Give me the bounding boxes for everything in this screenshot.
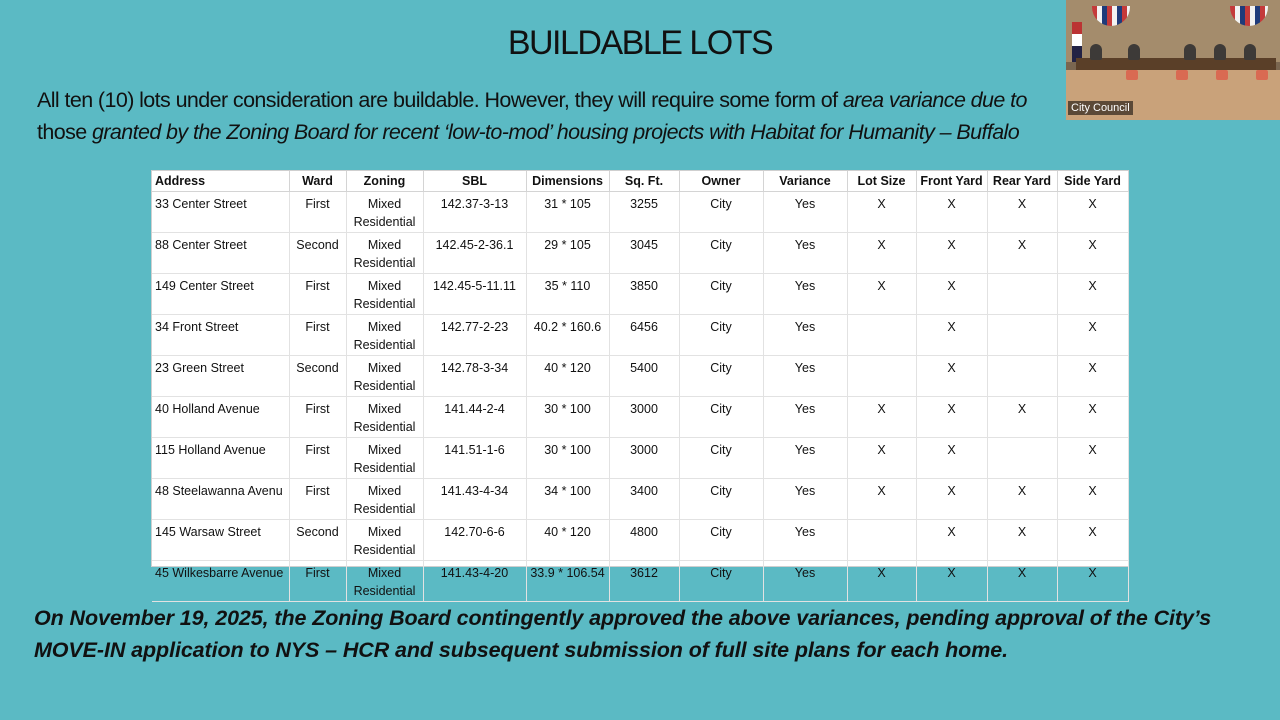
header-sbl: SBL bbox=[423, 171, 526, 191]
cell-side-yard: X bbox=[1057, 273, 1128, 314]
cell-side-yard: X bbox=[1057, 519, 1128, 560]
cell-zoning bbox=[346, 437, 423, 478]
zoning-line-2: Residential bbox=[353, 502, 416, 516]
zoning-line-2: Residential bbox=[353, 215, 416, 229]
zoning-line-1: Mixed bbox=[367, 237, 402, 252]
header-dimensions: Dimensions bbox=[526, 171, 609, 191]
cell-owner: City bbox=[679, 478, 763, 519]
cell-owner: City bbox=[679, 560, 763, 601]
cell-front-yard: X bbox=[916, 232, 987, 273]
slide-title: BUILDABLE LOTS bbox=[507, 24, 773, 62]
header-front-yard: Front Yard bbox=[916, 171, 987, 191]
cell-ward: First bbox=[289, 560, 346, 601]
cell-side-yard: X bbox=[1057, 314, 1128, 355]
cell-sbl: 142.77-2-23 bbox=[423, 314, 526, 355]
cell-address: 23 Green Street bbox=[152, 355, 289, 396]
cell-ward: First bbox=[289, 273, 346, 314]
cell-ward: First bbox=[289, 314, 346, 355]
cell-address: 40 Holland Avenue bbox=[152, 396, 289, 437]
cell-zoning bbox=[346, 519, 423, 560]
intro-line-2 bbox=[37, 116, 1077, 148]
cell-owner: City bbox=[679, 232, 763, 273]
cell-variance: Yes bbox=[763, 437, 847, 478]
header-owner: Owner bbox=[679, 171, 763, 191]
cell-ward: First bbox=[289, 396, 346, 437]
cell-rear-yard: X bbox=[987, 478, 1057, 519]
intro-part-2: those bbox=[37, 120, 92, 144]
table-row bbox=[152, 519, 1128, 560]
header-sqft: Sq. Ft. bbox=[609, 171, 679, 191]
cell-side-yard: X bbox=[1057, 396, 1128, 437]
cell-front-yard: X bbox=[916, 396, 987, 437]
cell-side-yard: X bbox=[1057, 355, 1128, 396]
intro-italic-1: area variance due to bbox=[842, 88, 1027, 112]
video-caption: City Council bbox=[1068, 101, 1133, 115]
cell-zoning bbox=[346, 232, 423, 273]
chair bbox=[1176, 70, 1188, 80]
council-member bbox=[1090, 44, 1102, 60]
cell-variance: Yes bbox=[763, 232, 847, 273]
cell-front-yard: X bbox=[916, 437, 987, 478]
table-row bbox=[152, 191, 1128, 232]
cell-owner: City bbox=[679, 191, 763, 232]
cell-variance: Yes bbox=[763, 519, 847, 560]
cell-variance: Yes bbox=[763, 273, 847, 314]
header-rear-yard: Rear Yard bbox=[987, 171, 1057, 191]
table-row bbox=[152, 396, 1128, 437]
cell-dimensions: 35 * 110 bbox=[526, 273, 609, 314]
cell-address: 45 Wilkesbarre Avenue bbox=[152, 560, 289, 601]
cell-front-yard: X bbox=[916, 191, 987, 232]
cell-front-yard: X bbox=[916, 519, 987, 560]
cell-zoning bbox=[346, 478, 423, 519]
council-member bbox=[1128, 44, 1140, 60]
zoning-line-1: Mixed bbox=[367, 360, 402, 375]
cell-dimensions: 40.2 * 160.6 bbox=[526, 314, 609, 355]
cell-address: 115 Holland Avenue bbox=[152, 437, 289, 478]
zoning-line-1: Mixed bbox=[367, 401, 402, 416]
zoning-line-1: Mixed bbox=[367, 565, 402, 580]
cell-zoning bbox=[346, 314, 423, 355]
cell-variance: Yes bbox=[763, 478, 847, 519]
cell-dimensions: 33.9 * 106.54 bbox=[526, 560, 609, 601]
cell-address: 34 Front Street bbox=[152, 314, 289, 355]
cell-sbl: 141.51-1-6 bbox=[423, 437, 526, 478]
zoning-line-2: Residential bbox=[353, 461, 416, 475]
cell-front-yard: X bbox=[916, 273, 987, 314]
cell-sbl: 141.43-4-20 bbox=[423, 560, 526, 601]
cell-rear-yard: X bbox=[987, 191, 1057, 232]
cell-dimensions: 40 * 120 bbox=[526, 355, 609, 396]
cell-lot-size: X bbox=[847, 396, 916, 437]
cell-ward: First bbox=[289, 191, 346, 232]
zoning-line-2: Residential bbox=[353, 543, 416, 557]
cell-lot-size bbox=[847, 314, 916, 355]
header-zoning: Zoning bbox=[346, 171, 423, 191]
zoning-line-2: Residential bbox=[353, 297, 416, 311]
cell-variance: Yes bbox=[763, 560, 847, 601]
lots-table-container bbox=[151, 170, 1129, 598]
cell-side-yard: X bbox=[1057, 191, 1128, 232]
cell-sqft: 3045 bbox=[609, 232, 679, 273]
cell-ward: Second bbox=[289, 355, 346, 396]
cell-dimensions: 30 * 100 bbox=[526, 437, 609, 478]
cell-sqft: 3850 bbox=[609, 273, 679, 314]
cell-lot-size: X bbox=[847, 273, 916, 314]
cell-lot-size: X bbox=[847, 560, 916, 601]
header-lot-size: Lot Size bbox=[847, 171, 916, 191]
cell-lot-size: X bbox=[847, 478, 916, 519]
cell-variance: Yes bbox=[763, 396, 847, 437]
cell-sbl: 142.70-6-6 bbox=[423, 519, 526, 560]
cell-rear-yard bbox=[987, 314, 1057, 355]
zoning-line-2: Residential bbox=[353, 584, 416, 598]
cell-sqft: 5400 bbox=[609, 355, 679, 396]
cell-zoning bbox=[346, 355, 423, 396]
zoning-line-2: Residential bbox=[353, 379, 416, 393]
cell-ward: First bbox=[289, 478, 346, 519]
cell-lot-size: X bbox=[847, 232, 916, 273]
cell-front-yard: X bbox=[916, 355, 987, 396]
closing-statement: On November 19, 2025, the Zoning Board contingently approved the above variances, pending approval of the City’s MOVE-IN application to NYS – HCR and subsequent submission of full site plans for each home. bbox=[34, 606, 1212, 662]
zoning-line-1: Mixed bbox=[367, 524, 402, 539]
intro-italic-2: granted by the Zoning Board for recent ‘low-to-mod’ housing projects with Habitat for Humanity – Buffalo bbox=[91, 120, 1020, 144]
cell-address: 88 Center Street bbox=[152, 232, 289, 273]
chair bbox=[1216, 70, 1228, 80]
cell-variance: Yes bbox=[763, 191, 847, 232]
cell-sbl: 141.43-4-34 bbox=[423, 478, 526, 519]
cell-ward: First bbox=[289, 437, 346, 478]
cell-lot-size bbox=[847, 355, 916, 396]
intro-text bbox=[37, 84, 1077, 148]
cell-address: 145 Warsaw Street bbox=[152, 519, 289, 560]
buildable-lots-table bbox=[152, 171, 1129, 602]
cell-rear-yard: X bbox=[987, 519, 1057, 560]
intro-line-1 bbox=[37, 84, 1077, 116]
council-member bbox=[1184, 44, 1196, 60]
cell-lot-size bbox=[847, 519, 916, 560]
council-member bbox=[1244, 44, 1256, 60]
cell-sqft: 3612 bbox=[609, 560, 679, 601]
cell-dimensions: 40 * 120 bbox=[526, 519, 609, 560]
cell-side-yard: X bbox=[1057, 478, 1128, 519]
cell-ward: Second bbox=[289, 519, 346, 560]
cell-dimensions: 31 * 105 bbox=[526, 191, 609, 232]
cell-address: 48 Steelawanna Avenu bbox=[152, 478, 289, 519]
zoning-line-1: Mixed bbox=[367, 442, 402, 457]
flag-icon bbox=[1072, 22, 1082, 62]
header-side-yard: Side Yard bbox=[1057, 171, 1128, 191]
zoning-line-1: Mixed bbox=[367, 196, 402, 211]
cell-sqft: 3255 bbox=[609, 191, 679, 232]
cell-zoning bbox=[346, 191, 423, 232]
cell-side-yard: X bbox=[1057, 232, 1128, 273]
zoning-line-2: Residential bbox=[353, 256, 416, 270]
table-row bbox=[152, 478, 1128, 519]
council-member bbox=[1214, 44, 1226, 60]
cell-lot-size: X bbox=[847, 191, 916, 232]
cell-owner: City bbox=[679, 273, 763, 314]
cell-zoning bbox=[346, 396, 423, 437]
cell-owner: City bbox=[679, 437, 763, 478]
cell-rear-yard: X bbox=[987, 560, 1057, 601]
cell-front-yard: X bbox=[916, 560, 987, 601]
cell-sbl: 142.37-3-13 bbox=[423, 191, 526, 232]
cell-side-yard: X bbox=[1057, 560, 1128, 601]
cell-front-yard: X bbox=[916, 478, 987, 519]
cell-rear-yard bbox=[987, 273, 1057, 314]
cell-sqft: 3000 bbox=[609, 396, 679, 437]
video-feed-inset[interactable] bbox=[1066, 0, 1280, 120]
cell-rear-yard bbox=[987, 437, 1057, 478]
header-variance: Variance bbox=[763, 171, 847, 191]
cell-sbl: 142.45-5-11.11 bbox=[423, 273, 526, 314]
table-header-row bbox=[152, 171, 1128, 191]
zoning-line-2: Residential bbox=[353, 420, 416, 434]
cell-dimensions: 29 * 105 bbox=[526, 232, 609, 273]
table-row bbox=[152, 273, 1128, 314]
cell-lot-size: X bbox=[847, 437, 916, 478]
cell-side-yard: X bbox=[1057, 437, 1128, 478]
header-ward: Ward bbox=[289, 171, 346, 191]
cell-dimensions: 30 * 100 bbox=[526, 396, 609, 437]
cell-address: 33 Center Street bbox=[152, 191, 289, 232]
cell-sqft: 3400 bbox=[609, 478, 679, 519]
cell-address: 149 Center Street bbox=[152, 273, 289, 314]
chair bbox=[1256, 70, 1268, 80]
cell-owner: City bbox=[679, 396, 763, 437]
cell-dimensions: 34 * 100 bbox=[526, 478, 609, 519]
cell-sqft: 3000 bbox=[609, 437, 679, 478]
cell-sbl: 141.44-2-4 bbox=[423, 396, 526, 437]
cell-sbl: 142.78-3-34 bbox=[423, 355, 526, 396]
table-row bbox=[152, 437, 1128, 478]
zoning-line-2: Residential bbox=[353, 338, 416, 352]
intro-part-1: All ten (10) lots under consideration are buildable. However, they will require some form of bbox=[37, 88, 843, 112]
zoning-line-1: Mixed bbox=[367, 319, 402, 334]
zoning-line-1: Mixed bbox=[367, 278, 402, 293]
cell-rear-yard: X bbox=[987, 396, 1057, 437]
cell-ward: Second bbox=[289, 232, 346, 273]
cell-owner: City bbox=[679, 314, 763, 355]
cell-owner: City bbox=[679, 355, 763, 396]
table-row bbox=[152, 355, 1128, 396]
cell-owner: City bbox=[679, 519, 763, 560]
cell-rear-yard: X bbox=[987, 232, 1057, 273]
table-row bbox=[152, 314, 1128, 355]
cell-rear-yard bbox=[987, 355, 1057, 396]
cell-sqft: 6456 bbox=[609, 314, 679, 355]
cell-zoning bbox=[346, 560, 423, 601]
cell-variance: Yes bbox=[763, 355, 847, 396]
table-row bbox=[152, 560, 1128, 601]
zoning-line-1: Mixed bbox=[367, 483, 402, 498]
cell-variance: Yes bbox=[763, 314, 847, 355]
cell-front-yard: X bbox=[916, 314, 987, 355]
table-row bbox=[152, 232, 1128, 273]
cell-sqft: 4800 bbox=[609, 519, 679, 560]
header-address: Address bbox=[152, 171, 289, 191]
cell-zoning bbox=[346, 273, 423, 314]
cell-sbl: 142.45-2-36.1 bbox=[423, 232, 526, 273]
chair bbox=[1126, 70, 1138, 80]
